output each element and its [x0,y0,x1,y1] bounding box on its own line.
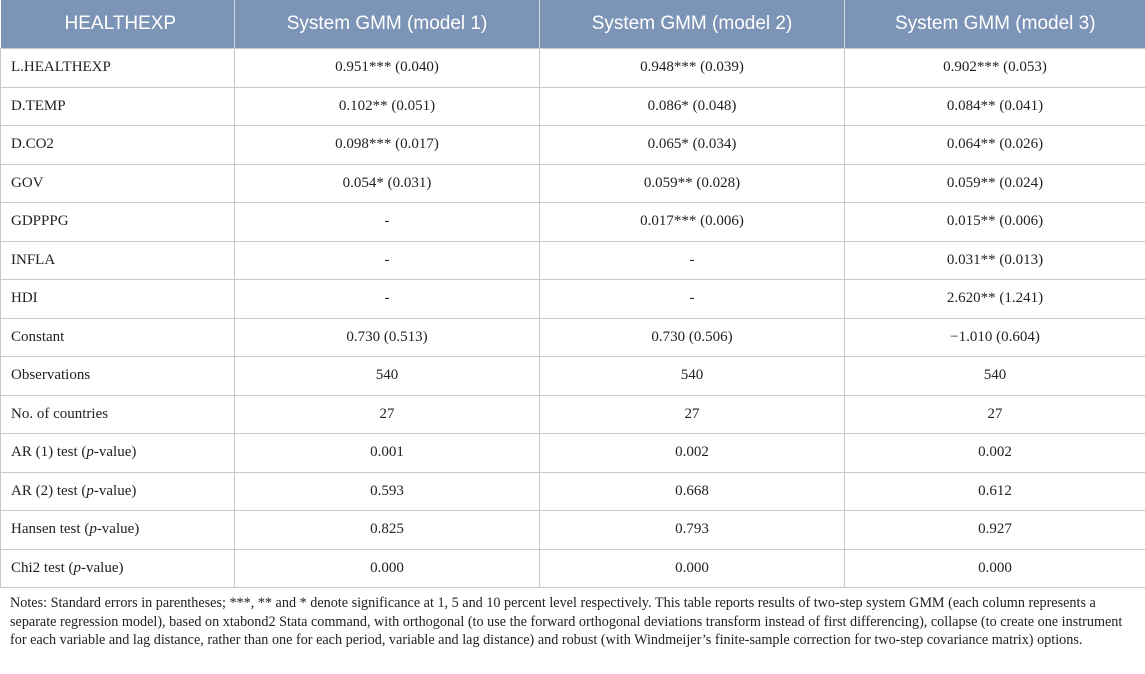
row-label: Constant [1,318,235,357]
cell-model-2: 0.948*** (0.039) [540,49,845,88]
row-label-suffix: -value) [93,444,137,461]
cell-model-2: 0.086* (0.048) [540,87,845,126]
cell-model-2: 0.059** (0.028) [540,164,845,203]
cell-model-2: 0.668 [540,472,845,511]
row-label-prefix: Hansen test ( [11,521,90,538]
cell-model-1: 0.951*** (0.040) [235,49,540,88]
cell-model-2: - [540,241,845,280]
row-label [1,472,235,511]
table-row [1,126,1145,165]
cell-model-1: 0.825 [235,511,540,550]
cell-model-3: 0.031** (0.013) [845,241,1145,280]
row-label [1,511,235,550]
cell-model-1: 0.001 [235,434,540,473]
cell-model-1: 0.098*** (0.017) [235,126,540,165]
row-label-italic: p [86,482,94,499]
cell-model-1: - [235,280,540,319]
table-row [1,49,1145,88]
row-label: INFLA [1,241,235,280]
row-label [1,549,235,588]
row-label [1,434,235,473]
header-model-1: System GMM (model 1) [235,0,540,49]
row-label-prefix: Chi2 test ( [11,559,74,576]
row-label-suffix: -value) [93,482,137,499]
row-label-italic: p [86,444,94,461]
cell-model-3: 2.620** (1.241) [845,280,1145,319]
cell-model-1: - [235,203,540,242]
cell-model-2: 0.793 [540,511,845,550]
row-label: GDPPPG [1,203,235,242]
cell-model-3: 0.059** (0.024) [845,164,1145,203]
header-model-2: System GMM (model 2) [540,0,845,49]
cell-model-3: 540 [845,357,1145,396]
cell-model-2: 0.730 (0.506) [540,318,845,357]
cell-model-2: 0.000 [540,549,845,588]
cell-model-3: 0.064** (0.026) [845,126,1145,165]
table-row [1,549,1145,588]
cell-model-3: 0.902*** (0.053) [845,49,1145,88]
row-label-suffix: -value) [96,521,140,538]
row-label: No. of countries [1,395,235,434]
table-notes: Notes: Standard errors in parentheses; ***, ** and * denote significance at 1, 5 and 10 percent level respectively. This table reports results of two-step system GMM (each column represents a separate regression model), based on xtabond2 Stata command, with orthogonal (to use the forward orthogonal deviations transform instead of first differencing), collapse (to create one instrument for each variable and lag distance, rather than one for each period, variable and lag distance) and robust (with Windmeijer’s finite-sample correction for two-step covariance matrix) options. [10,595,1123,648]
row-label-italic: p [89,521,97,538]
cell-model-3: 0.927 [845,511,1145,550]
table-row [1,395,1145,434]
row-label: L.HEALTHEXP [1,49,235,88]
table-row [1,318,1145,357]
cell-model-2: 0.002 [540,434,845,473]
cell-model-1: 0.000 [235,549,540,588]
cell-model-3: 0.084** (0.041) [845,87,1145,126]
table-row [1,472,1145,511]
cell-model-3: −1.010 (0.604) [845,318,1145,357]
row-label-prefix: AR (2) test ( [11,482,87,499]
cell-model-3: 0.015** (0.006) [845,203,1145,242]
table-row [1,203,1145,242]
table-row [1,511,1145,550]
cell-model-2: 27 [540,395,845,434]
cell-model-3: 0.612 [845,472,1145,511]
cell-model-1: 27 [235,395,540,434]
table-row [1,87,1145,126]
table-row [1,164,1145,203]
row-label: D.CO2 [1,126,235,165]
table-row [1,241,1145,280]
row-label-suffix: -value) [81,559,124,576]
row-label-prefix: AR (1) test ( [11,444,87,461]
cell-model-2: 0.065* (0.034) [540,126,845,165]
table-row [1,280,1145,319]
table-row [1,357,1145,396]
cell-model-3: 0.002 [845,434,1145,473]
row-label: D.TEMP [1,87,235,126]
cell-model-1: 0.593 [235,472,540,511]
table-row [1,434,1145,473]
cell-model-1: 0.730 (0.513) [235,318,540,357]
row-label: GOV [1,164,235,203]
cell-model-1: 0.102** (0.051) [235,87,540,126]
row-label-italic: p [73,559,81,576]
row-label: HDI [1,280,235,319]
cell-model-2: - [540,280,845,319]
cell-model-2: 540 [540,357,845,396]
cell-model-1: 0.054* (0.031) [235,164,540,203]
cell-model-3: 0.000 [845,549,1145,588]
table-header-row [1,0,1145,49]
header-variable: HEALTHEXP [1,0,235,49]
header-model-3: System GMM (model 3) [845,0,1145,49]
cell-model-1: - [235,241,540,280]
cell-model-1: 540 [235,357,540,396]
cell-model-2: 0.017*** (0.006) [540,203,845,242]
cell-model-3: 27 [845,395,1145,434]
row-label: Observations [1,357,235,396]
